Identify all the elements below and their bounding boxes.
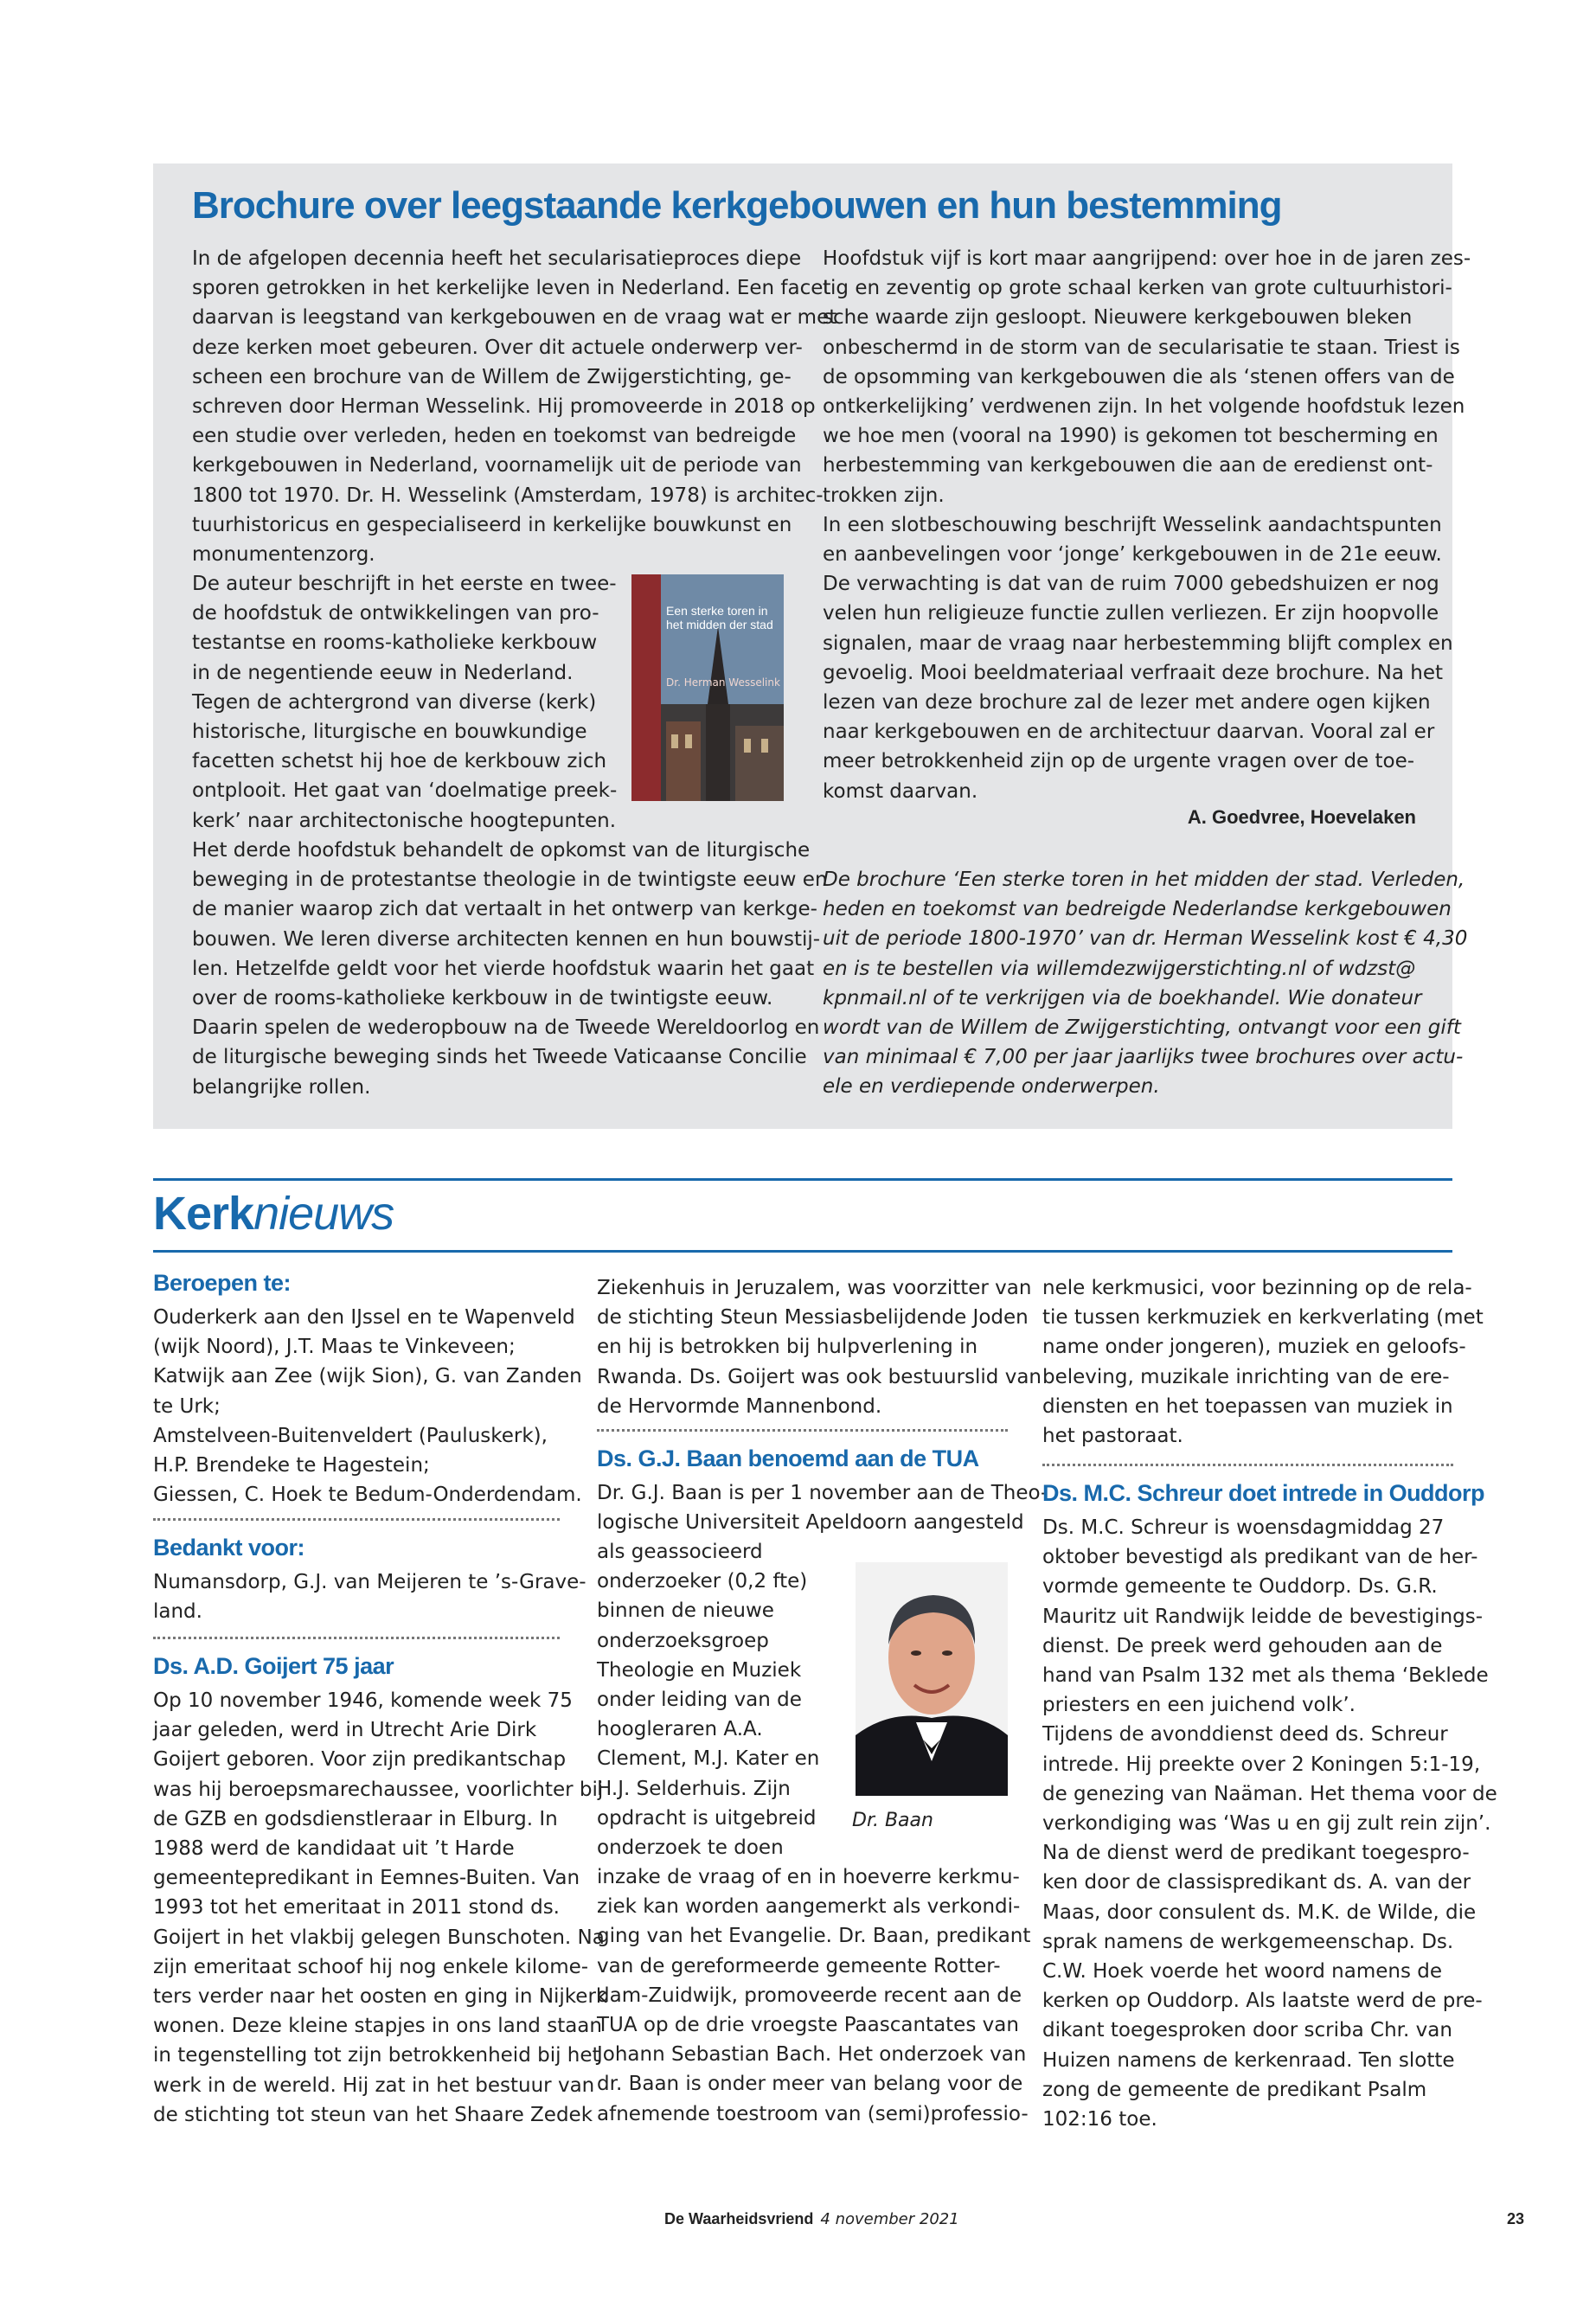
text-line: ters verder naar het oosten en ging in Nijkerk — [153, 1985, 608, 2009]
text-line: de Hervormde Mannenbond. — [597, 1394, 882, 1418]
text-line: onderzoeker (0,2 fte) — [597, 1570, 808, 1593]
text-line: intrede. Hij preekte over 2 Koningen 5:1-19, — [1042, 1753, 1481, 1776]
text-line: 1993 tot het emeritaat in 2011 stond ds. — [153, 1896, 560, 1920]
heading-bedankt: Bedankt voor: — [153, 1535, 305, 1561]
text-goijert — [153, 1686, 608, 2130]
text-line: 1800 tot 1970. Dr. H. Wesselink (Amsterdam, 1978) is architec- — [192, 484, 824, 507]
text-line: ele en verdiepende onderwerpen. — [823, 1075, 1160, 1099]
text-line: binnen de nieuwe — [597, 1599, 774, 1623]
heading-baan: Ds. G.J. Baan benoemd aan de TUA — [597, 1445, 979, 1471]
text-line: Ziekenhuis in Jeruzalem, was voorzitter van — [597, 1277, 1032, 1299]
text-line: Maas, door consulent ds. M.K. de Wilde, die — [1042, 1900, 1477, 1924]
section-title-italic: nieuws — [253, 1188, 394, 1240]
text-line: Giessen, C. Hoek te Bedum-Onderdendam. — [153, 1484, 582, 1507]
text-line: dikant toegesproken door scriba Chr. van — [1042, 2019, 1452, 2042]
section-rule-bottom — [153, 1250, 1452, 1253]
brochure-title: Brochure over leegstaande kerkgebouwen en hun bestemming — [192, 184, 1282, 227]
dotted-divider — [153, 1637, 560, 1639]
text-line: en hij is betrokken bij hulpverlening in — [597, 1336, 978, 1359]
text-line: komst daarvan. — [823, 779, 978, 803]
text-line: beweging in de protestantse theologie in de twintigste eeuw en — [192, 868, 828, 892]
text-line: zijn emeritaat schoof hij nog enkele kilome- — [153, 1955, 589, 1978]
text-line: Clement, M.J. Kater en — [597, 1747, 820, 1771]
text-line: afnemende toestroom van (semi)professio- — [597, 2102, 1029, 2125]
portrait-photo — [856, 1562, 1008, 1796]
text-line: land. — [153, 1600, 202, 1624]
text-line: de manier waarop zich dat vertaalt in het ontwerp van kerkge- — [192, 898, 817, 921]
text-line: als geassocieerd — [597, 1541, 763, 1563]
text-line: de stichting Steun Messiasbelijdende Joden — [597, 1306, 1029, 1330]
page-number: 23 — [1507, 2210, 1525, 2227]
text-line: Numansdorp, G.J. van Meijeren te ’s-Grave- — [153, 1571, 586, 1593]
heading-schreur: Ds. M.C. Schreur doet intrede in Ouddorp — [1042, 1480, 1485, 1506]
text-line: de GZB en godsdienstleraar in Elburg. In — [153, 1807, 558, 1830]
text-line: testantse en rooms-katholieke kerkbouw — [192, 631, 598, 655]
text-line: wordt van de Willem de Zwijgerstichting, ontvangt voor een gift — [823, 1016, 1461, 1040]
magazine-name: De Waarheidsvriend — [664, 2210, 814, 2227]
text-line: diensten en het toepassen van muziek in — [1042, 1394, 1453, 1418]
text-line: kpnmail.nl of te verkrijgen via de boekhandel. Wie donateur — [823, 986, 1422, 1009]
text-line: zong de gemeente de predikant Psalm — [1042, 2078, 1427, 2101]
text-line: van minimaal € 7,00 per jaar jaarlijks twee brochures over actu- — [823, 1046, 1464, 1069]
text-goijert-continued — [597, 1273, 1042, 1421]
text-line: historische, liturgische en bouwkundige — [192, 721, 587, 744]
text-line: H.J. Selderhuis. Zijn — [597, 1777, 791, 1800]
text-line: de liturgische beweging sinds het Tweede Vaticaanse Concilie — [192, 1046, 807, 1069]
text-line: Daarin spelen de wederopbouw na de Tweede Wereldoorlog en — [192, 1016, 820, 1040]
text-line: H.P. Brendeke te Hagestein; — [153, 1454, 430, 1477]
text-line: de hoofdstuk de ontwikkelingen van pro- — [192, 602, 599, 625]
text-line: priesters en een juichend volk’. — [1042, 1694, 1356, 1717]
text-line: Theologie en Muziek — [597, 1658, 802, 1682]
text-line: trokken zijn. — [823, 484, 945, 507]
text-line: en is te bestellen via willemdezwijgerstichting.nl of wdzst@ — [823, 957, 1416, 980]
text-line: ken door de classispredikant ds. A. van der — [1042, 1871, 1471, 1894]
text-line: In een slotbeschouwing beschrijft Wesselink aandachtspunten — [823, 513, 1442, 536]
section-rule-top — [153, 1178, 1452, 1181]
text-line: ontkerkelijking’ verdwenen zijn. In het volgende hoofdstuk lezen — [823, 395, 1465, 419]
text-line: kerkgebouwen in Nederland, voornamelijk uit de periode van — [192, 454, 802, 478]
page-footer — [664, 2210, 959, 2228]
text-line: Huizen namens de kerkenraad. Ten slotte — [1042, 2048, 1455, 2072]
text-line: vormde gemeente te Ouddorp. Ds. G.R. — [1042, 1575, 1438, 1599]
text-line: monumentenzorg. — [192, 543, 375, 567]
text-line: deze kerken moet gebeuren. Over dit actuele onderwerp ver- — [192, 336, 803, 359]
book-cover-image — [631, 574, 784, 801]
text-line: jaar geleden, werd in Utrecht Arie Dirk — [153, 1719, 537, 1742]
text-line: Katwijk aan Zee (wijk Sion), G. van Zanden — [153, 1365, 582, 1388]
text-line: De brochure ‘Een sterke toren in het midden der stad. Verleden, — [823, 868, 1465, 891]
text-line: Tegen de achtergrond van diverse (kerk) — [192, 690, 597, 714]
text-line: in tegenstelling tot zijn betrokkenheid bij het — [153, 2044, 600, 2067]
text-line: C.W. Hoek voerde het woord namens de — [1042, 1960, 1443, 1984]
book-title: Een sterke toren in het midden der stad — [666, 604, 773, 631]
brochure-signature: A. Goedvree, Hoevelaken — [1187, 806, 1416, 828]
book-author: Dr. Herman Wesselink — [666, 676, 780, 689]
text-line: gevoelig. Mooi beeldmateriaal verfraait deze brochure. Na het — [823, 661, 1444, 684]
dotted-divider — [597, 1429, 1008, 1432]
text-line: inzake de vraag of en in hoeverre kerkmu- — [597, 1866, 1020, 1888]
text-line: Op 10 november 1946, komende week 75 — [153, 1689, 573, 1712]
text-line: De auteur beschrijft in het eerste en twee- — [192, 573, 617, 595]
dotted-divider — [153, 1518, 560, 1521]
text-line: De verwachting is dat van de ruim 7000 gebedshuizen er nog — [823, 573, 1439, 596]
text-line: ontplooit. Het gaat van ‘doelmatige preek- — [192, 779, 618, 803]
text-line: bouwen. We leren diverse architecten kennen en hun bouwstij- — [192, 927, 821, 951]
text-line: ziek kan worden aangemerkt als verkondi- — [597, 1895, 1021, 1919]
brochure-order-note — [823, 865, 1468, 1102]
text-line: Hoofdstuk vijf is kort maar aangrijpend: over hoe in de jaren zes- — [823, 247, 1471, 270]
text-line: velen hun religieuze functie zullen verliezen. Er zijn hoopvolle — [823, 602, 1439, 625]
text-line: schreven door Herman Wesselink. Hij promoveerde in 2018 op — [192, 395, 816, 419]
text-line: verkondiging was ‘Was u en gij zult rein zijn’. — [1042, 1812, 1491, 1836]
text-line: kerk’ naar architectonische hoogtepunten. — [192, 809, 617, 832]
text-line: de opsomming van kerkgebouwen die als ‘stenen offers van de — [823, 365, 1455, 388]
text-line: de stichting tot steun van het Shaare Zedek — [153, 2103, 593, 2126]
text-line: dam-Zuidwijk, promoveerde recent aan de — [597, 1984, 1022, 2007]
heading-goijert: Ds. A.D. Goijert 75 jaar — [153, 1653, 394, 1679]
text-line: Amstelveen-Buitenveldert (Pauluskerk), — [153, 1424, 548, 1447]
text-line: sporen getrokken in het kerkelijke leven in Nederland. Een facet — [192, 277, 831, 300]
text-line: kerken op Ouddorp. Als laatste werd de pre- — [1042, 1990, 1483, 2013]
text-line: oktober bevestigd als predikant van de her- — [1042, 1546, 1478, 1569]
text-line: Mauritz uit Randwijk leidde de bevestigings- — [1042, 1605, 1484, 1628]
text-line: In de afgelopen decennia heeft het secularisatieproces diepe — [192, 247, 802, 270]
text-line: hand van Psalm 132 met als thema ‘Beklede — [1042, 1664, 1489, 1688]
text-line: len. Hetzelfde geldt voor het vierde hoofdstuk waarin het gaat — [192, 957, 815, 980]
text-line: Goijert geboren. Voor zijn predikantschap — [153, 1748, 567, 1772]
text-line: ging van het Evangelie. Dr. Baan, predikant — [597, 1925, 1031, 1948]
text-line: naar kerkgebouwen en de architectuur daarvan. Vooral zal er — [823, 721, 1435, 744]
section-title-bold: Kerk — [153, 1188, 254, 1240]
photo-caption: Dr. Baan — [852, 1810, 933, 1831]
text-line: Dr. G.J. Baan is per 1 november aan de Theo- — [597, 1482, 1048, 1504]
text-line: onderzoek te doen — [597, 1836, 784, 1860]
text-line: onbeschermd in de storm van de secularisatie te staan. Triest is — [823, 336, 1460, 359]
text-line: tie tussen kerkmuziek en kerkverlating (met — [1042, 1306, 1484, 1330]
text-line: herbestemming van kerkgebouwen die aan de eredienst ont- — [823, 454, 1433, 478]
text-line: daarvan is leegstand van kerkgebouwen en de vraag wat er met — [192, 306, 837, 330]
text-line: onder leiding van de — [597, 1689, 802, 1712]
brochure-left-text-a — [192, 244, 837, 569]
brochure-right-text — [823, 244, 1471, 806]
text-line: facetten schetst hij hoe de kerkbouw zich — [192, 750, 607, 773]
text-line: Na de dienst werd de predikant toegespro- — [1042, 1842, 1470, 1865]
text-line: we hoe men (vooral na 1990) is gekomen tot bescherming en — [823, 425, 1439, 448]
text-line: lezen van deze brochure zal de lezer met andere ogen kijken — [823, 691, 1431, 715]
text-line: te Urk; — [153, 1394, 221, 1418]
issue-date: 4 november 2021 — [820, 2210, 959, 2228]
text-line: uit de periode 1800-1970’ van dr. Herman Wesselink kost € 4,30 — [823, 927, 1468, 951]
text-line: beleving, muzikale inrichting van de ere- — [1042, 1365, 1450, 1388]
text-line: Ds. M.C. Schreur is woensdagmiddag 27 — [1042, 1516, 1445, 1539]
text-line: logische Universiteit Apeldoorn aangesteld — [597, 1511, 1024, 1535]
text-line: sprak namens de werkgemeenschap. Ds. — [1042, 1930, 1454, 1953]
text-line: opdracht is uitgebreid — [597, 1806, 817, 1830]
text-line: 1988 werd de kandidaat uit ’t Harde — [153, 1837, 515, 1861]
text-line: de genezing van Naäman. Het thema voor de — [1042, 1782, 1497, 1805]
text-schreur — [1042, 1513, 1497, 2134]
text-baan-b — [597, 1537, 856, 1862]
brochure-left-text-c — [192, 836, 828, 1102]
text-line: Het derde hoofdstuk behandelt de opkomst van de liturgische — [192, 839, 811, 862]
text-line: Goijert in het vlakbij gelegen Bunschoten. Na — [153, 1926, 605, 1949]
portrait-illustration — [856, 1562, 1008, 1796]
text-line: nele kerkmusici, voor bezinning op de rela- — [1042, 1277, 1472, 1299]
dotted-divider — [1042, 1464, 1453, 1466]
text-line: belangrijke rollen. — [192, 1075, 371, 1099]
text-line: meer betrokkenheid zijn op de urgente vragen over de toe- — [823, 750, 1415, 773]
text-line: gemeentepredikant in Eemnes-Buiten. Van — [153, 1867, 580, 1890]
text-line: onderzoeksgroep — [597, 1629, 769, 1652]
text-bedankt — [153, 1567, 586, 1626]
text-line: van de gereformeerde gemeente Rotter- — [597, 1954, 1001, 1977]
heading-beroepen: Beroepen te: — [153, 1270, 292, 1296]
text-line: Rwanda. Ds. Goijert was ook bestuurslid van — [597, 1365, 1042, 1388]
text-beroepen — [153, 1303, 582, 1509]
text-line: heden en toekomst van bedreigde Nederlandse kerkgebouwen — [823, 898, 1452, 921]
text-line: een studie over verleden, heden en toekomst van bedreigde — [192, 425, 797, 448]
text-line: (wijk Noord), J.T. Maas te Vinkeveen; — [153, 1336, 516, 1359]
text-line: Johann Sebastian Bach. Het onderzoek van — [597, 2043, 1027, 2067]
text-line: was hij beroepsmarechaussee, voorlichter bij — [153, 1778, 604, 1801]
text-line: Ouderkerk aan den IJssel en te Wapenveld — [153, 1306, 575, 1329]
text-line: hoogleraren A.A. — [597, 1718, 763, 1741]
text-line: dienst. De preek werd gehouden aan de — [1042, 1634, 1443, 1657]
text-line: 102:16 toe. — [1042, 2108, 1157, 2131]
text-line: dr. Baan is onder meer van belang voor de — [597, 2073, 1023, 2096]
text-line: name onder jongeren), muziek en geloofs- — [1042, 1336, 1466, 1359]
text-line: werk in de wereld. Hij zat in het bestuur van — [153, 2073, 595, 2097]
text-line: tuurhistoricus en gespecialiseerd in kerkelijke bouwkunst en — [192, 513, 792, 536]
text-line: over de rooms-katholieke kerkbouw in de twintigste eeuw. — [192, 987, 773, 1010]
text-line: en aanbevelingen voor ‘jonge’ kerkgebouwen in de 21e eeuw. — [823, 543, 1442, 567]
text-line: in de negentiende eeuw in Nederland. — [192, 661, 574, 684]
text-line: scheen een brochure van de Willem de Zwijgerstichting, ge- — [192, 365, 792, 388]
text-baan-c — [597, 1862, 1031, 2129]
brochure-left-text-b — [192, 569, 625, 836]
text-line: signalen, maar de vraag naar herbestemming blijft complex en — [823, 631, 1453, 655]
text-line: tig en zeventig op grote schaal kerken van grote cultuurhistori- — [823, 277, 1452, 300]
text-line: TUA op de drie vroegste Paascantates van — [597, 2014, 1019, 2037]
section-title-kerknieuws — [153, 1187, 394, 1240]
text-baan-a — [597, 1478, 1048, 1537]
text-line: het pastoraat. — [1042, 1425, 1183, 1448]
text-line: sche waarde zijn gesloopt. Nieuwere kerkgebouwen bleken — [823, 306, 1413, 330]
text-baan-continued — [1042, 1273, 1484, 1451]
text-line: Tijdens de avonddienst deed ds. Schreur — [1042, 1723, 1448, 1747]
text-line: wonen. Deze kleine stapjes in ons land staan — [153, 2015, 602, 2038]
